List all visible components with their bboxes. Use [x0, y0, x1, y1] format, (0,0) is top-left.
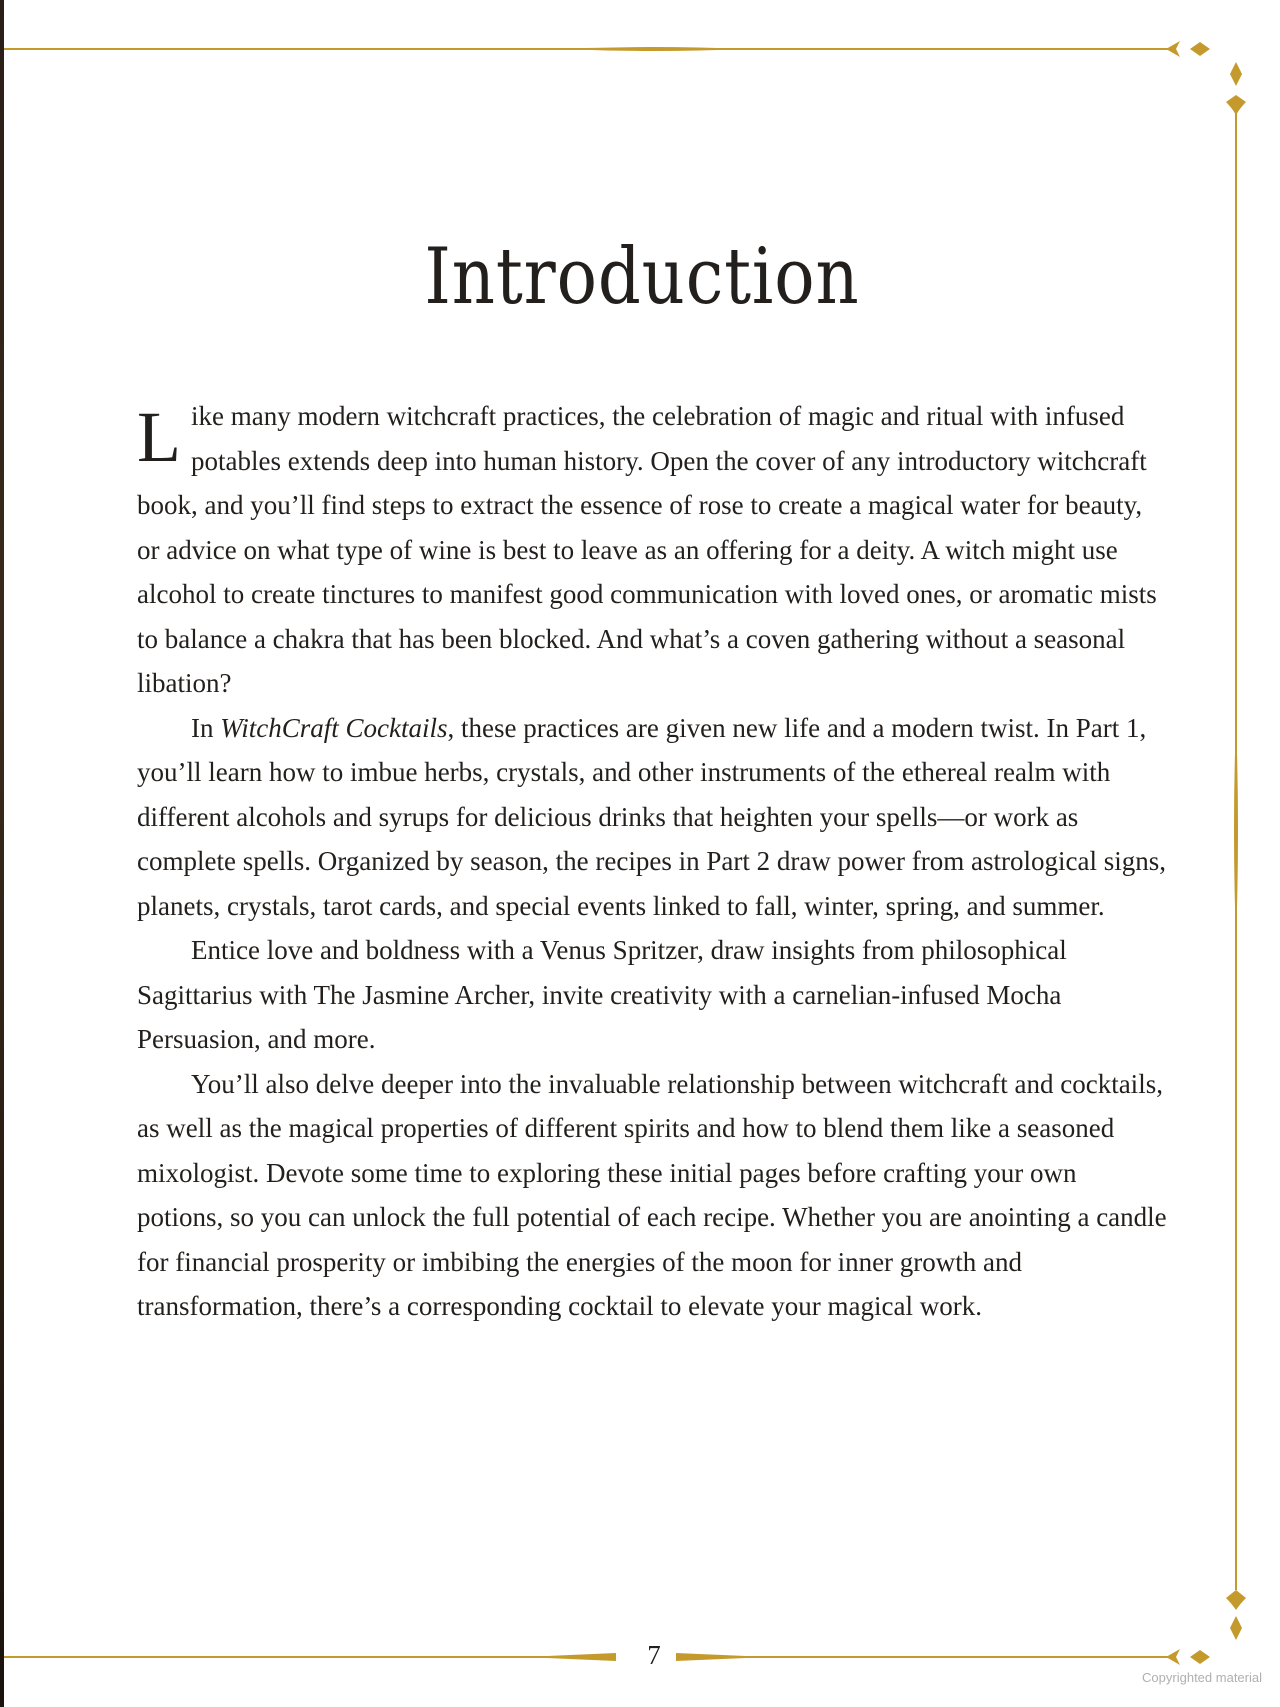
right-top-diamond-icon: [1230, 62, 1242, 86]
right-rule-swell: [1234, 720, 1238, 940]
paragraph-2: [137, 706, 1167, 929]
top-corner-flourish-icon: [1166, 41, 1180, 57]
right-bottom-leaf-icon: [1226, 1590, 1246, 1610]
book-title-italic: WitchCraft Cocktails: [220, 712, 448, 743]
bottom-corner-diamond-icon: [1190, 1650, 1210, 1664]
drop-cap: L: [137, 397, 181, 477]
page-title: Introduction: [424, 232, 860, 322]
bottom-rule-left-swell: [524, 1653, 616, 1661]
paragraph-4: You’ll also delve deeper into the invaluable relationship between witchcraft and cocktails, as well as the magical properties of different spirits and how to blend them like a seasoned mixologist. Devote some time to exploring these initial pages before crafting your own potions, so you can unlock the full potential of each recipe. Whether you are anointing a candle for financial prosperity or imbibing the energies of the moon for inner growth and transformation, there’s a corresponding cocktail to elevate your magical work.: [137, 1068, 1167, 1321]
book-page: [4, 0, 1280, 1707]
right-bottom-diamond-icon: [1230, 1616, 1242, 1640]
page-number: 7: [647, 1640, 661, 1670]
paragraph-2-lead: In: [191, 712, 221, 743]
top-corner-diamond-icon: [1190, 42, 1210, 56]
intro-body: [137, 394, 1167, 1329]
bottom-rule-right-swell: [676, 1653, 768, 1661]
paragraph-1-text: ike many modern witchcraft practices, the celebration of magic and ritual with infused potables extends deep into human history. Open the cover of any introductory witchcraft book, and you’ll find steps to extract the essence of rose to create a magical water for beauty, or advice on what type of wine is best to leave as an offering for a deity. A witch might use alcohol to create tinctures to manifest good communication with loved ones, or aromatic mists to balance a chakra that has been blocked. And what’s a coven gathering without a seasonal libation?: [137, 401, 1157, 698]
paragraph-3: Entice love and boldness with a Venus Spritzer, draw insights from philosophical Sagittarius with The Jasmine Archer, invite creativity with a carnelian-infused Mocha Persuasion, and more.: [137, 935, 1067, 1054]
top-rule-swell: [564, 47, 744, 51]
copyright-watermark: Copyrighted material: [1142, 1670, 1262, 1685]
paragraph-1: [137, 394, 1167, 706]
paragraph-2-text: , these practices are given new life and a modern twist. In Part 1, you’ll learn how to imbue herbs, crystals, and other instruments of the ethereal realm with different alcohols and syrups for delicious drinks that heighten your spells—or work as complete spells. Organized by season, the recipes in Part 2 draw power from astrological signs, planets, crystals, tarot cards, and special events linked to fall, winter, spring, and summer.: [137, 712, 1166, 921]
